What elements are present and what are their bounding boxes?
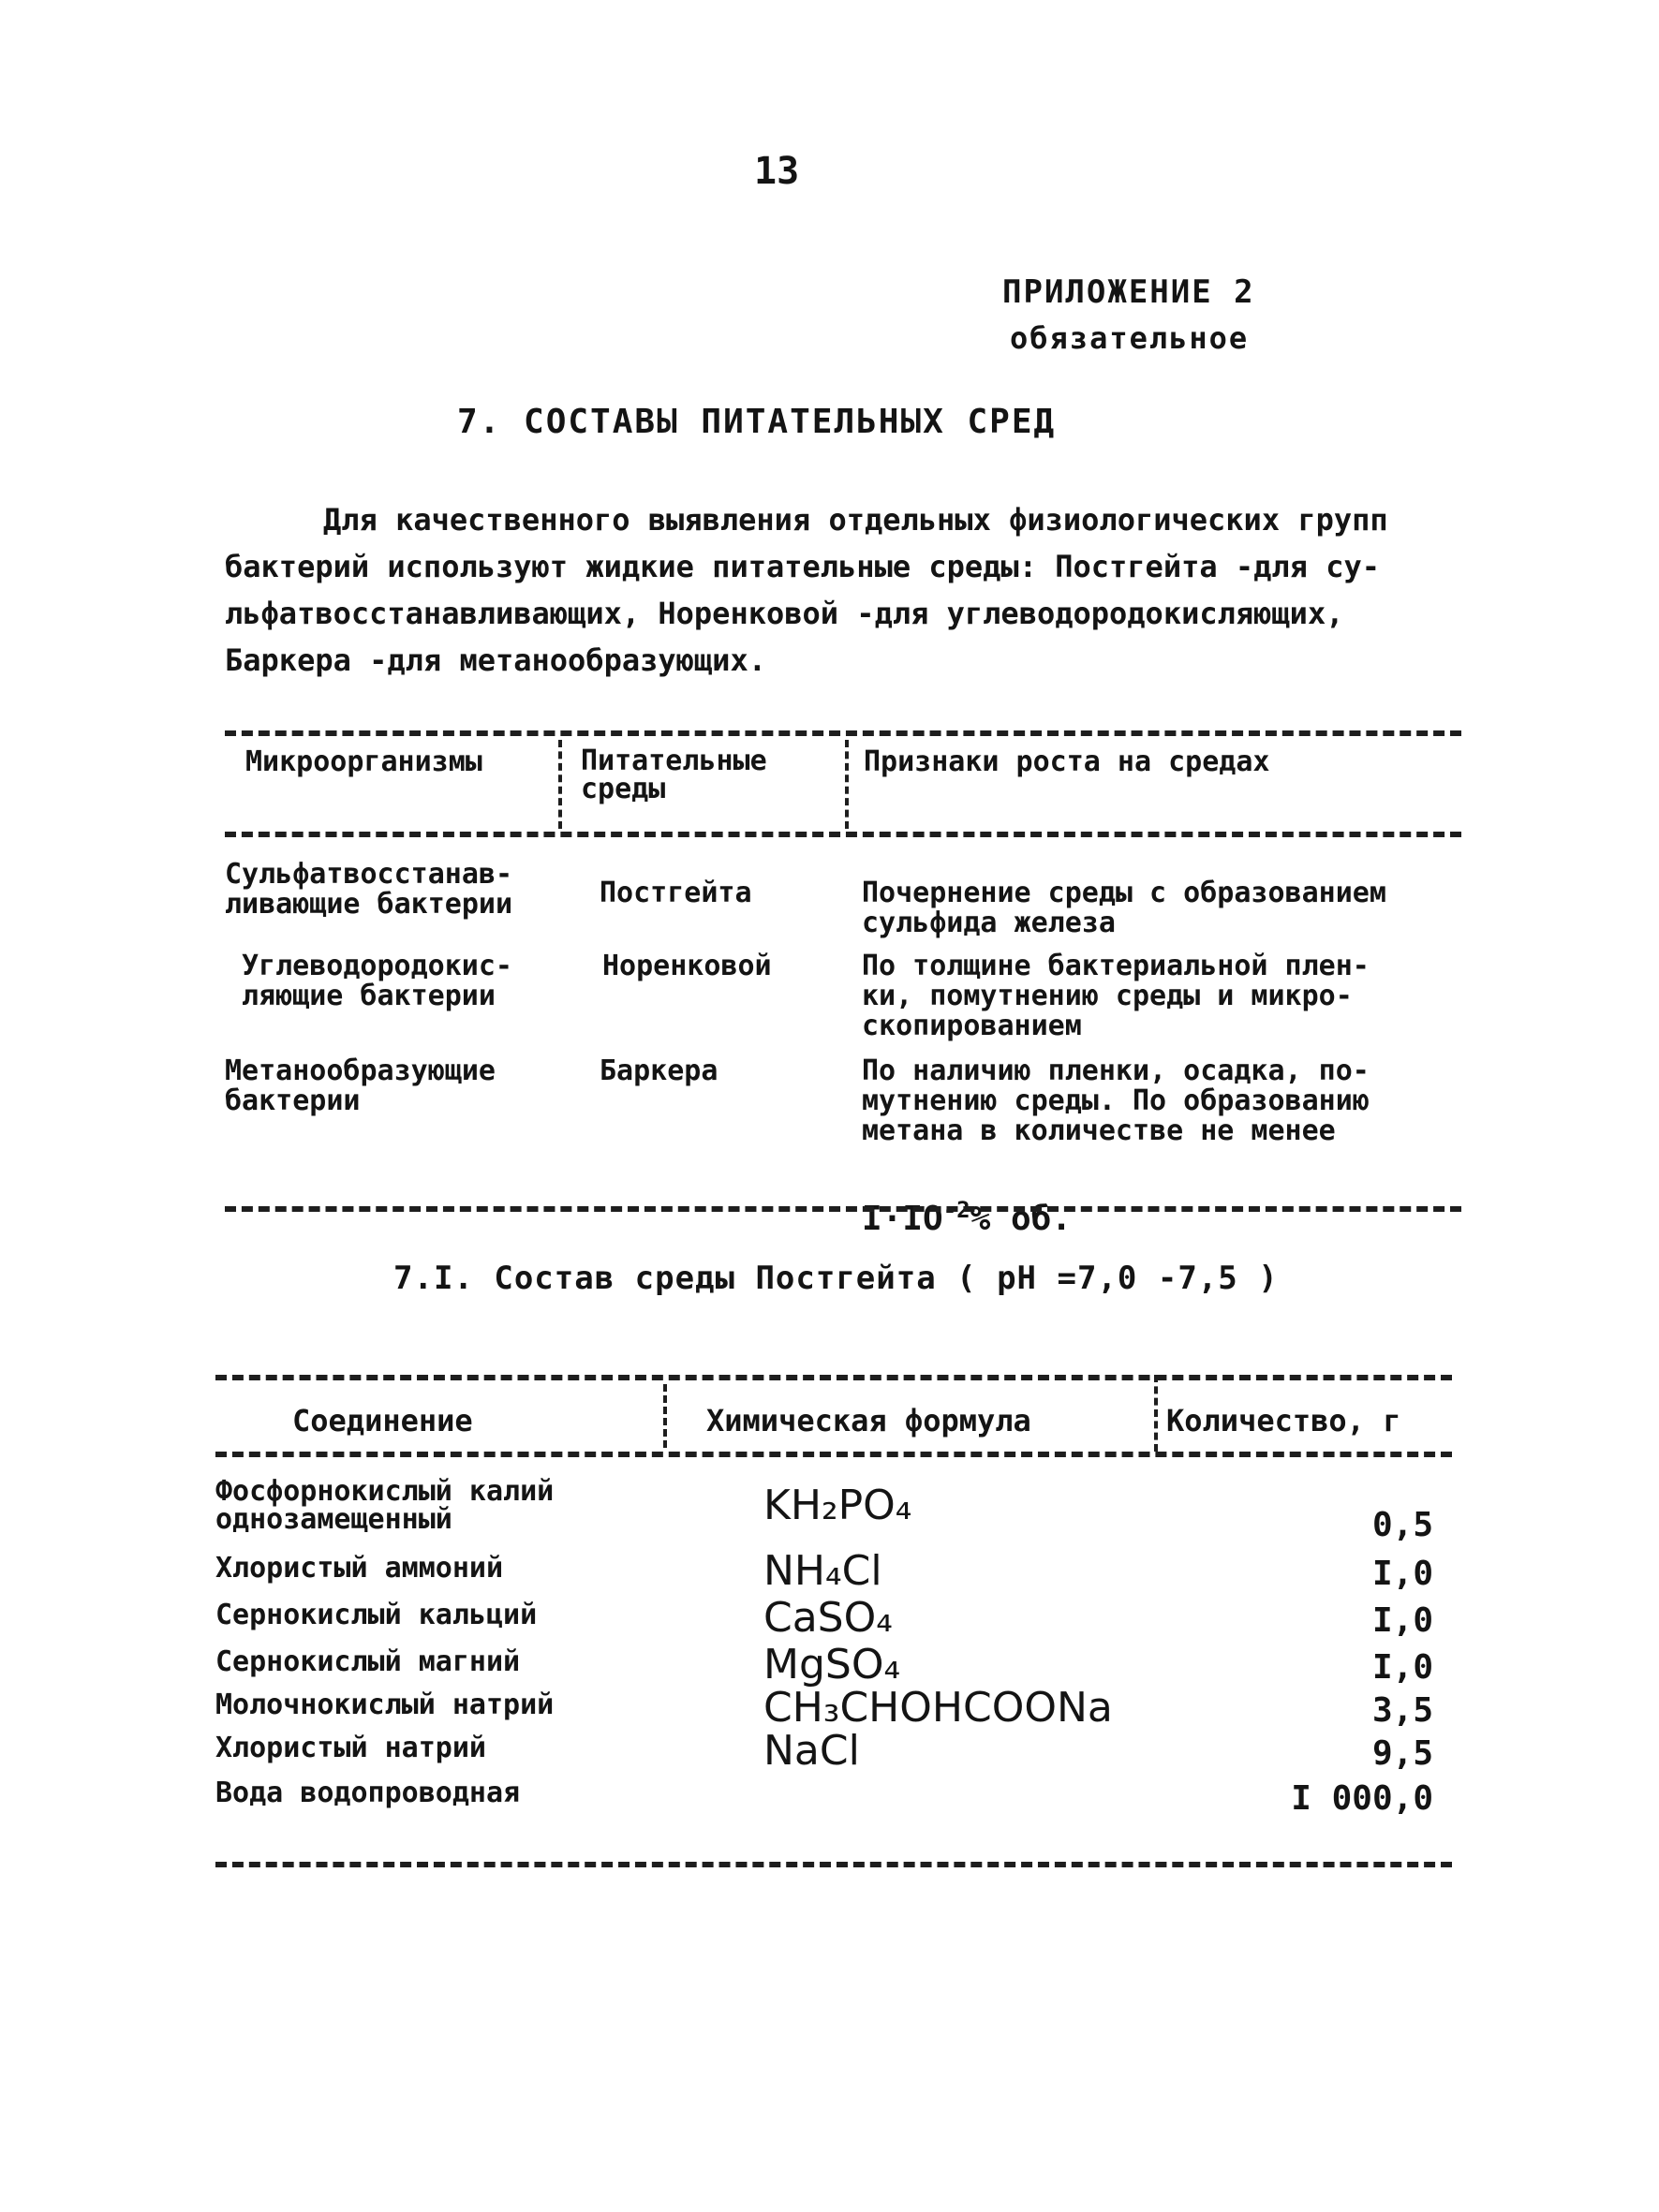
table2-header-quantity: Количество, г xyxy=(1166,1403,1401,1438)
intro-paragraph xyxy=(225,496,1480,684)
table1-row3-medium: Баркера xyxy=(600,1054,718,1087)
table2-row xyxy=(215,1475,1433,1544)
appendix-subtitle: обязательное xyxy=(1010,320,1250,356)
table1-row2-medium: Норенковой xyxy=(602,950,772,982)
page-number: 13 xyxy=(754,150,800,193)
compound-formula: KH₂PO₄ xyxy=(763,1482,912,1529)
table1-row2-organism: Углеводородокис- ляющие бактерии xyxy=(242,950,512,1012)
table2-col-divider xyxy=(663,1384,667,1448)
compound-formula: CH₃CHOHCOONa xyxy=(763,1684,1113,1732)
compound-quantity: I,0 xyxy=(1371,1555,1433,1593)
table1-bottom-rule xyxy=(225,1206,1461,1212)
table1-header-rule xyxy=(225,832,1461,837)
intro-line: Для качественного выявления отдельных физиологических групп xyxy=(323,502,1388,538)
compound-formula: NaCl xyxy=(763,1727,860,1775)
compound-quantity: 3,5 xyxy=(1371,1691,1433,1730)
table2-col-divider xyxy=(1154,1375,1158,1452)
table2-row xyxy=(215,1547,1433,1600)
table2-row xyxy=(215,1594,1433,1646)
compound-name: Сернокислый магний xyxy=(215,1645,521,1678)
compound-quantity: I,0 xyxy=(1371,1601,1433,1640)
table2-header-rule xyxy=(215,1452,1452,1457)
concentration-exponent: -2 xyxy=(942,1197,970,1223)
table1-header-organisms: Микроорганизмы xyxy=(245,745,482,778)
compound-quantity: 9,5 xyxy=(1371,1734,1433,1773)
concentration-unit: % об. xyxy=(970,1200,1072,1238)
compound-formula: NH₄Cl xyxy=(763,1547,882,1595)
table2-row xyxy=(215,1779,1433,1824)
compound-name: Вода водопроводная xyxy=(215,1777,521,1809)
compound-name: Сернокислый кальций xyxy=(215,1599,538,1631)
intro-line: льфатвосстанавливающих, Норенковой -для углеводородокисляющих, xyxy=(225,596,1344,631)
compound-name: Хлористый аммоний xyxy=(215,1552,504,1585)
table1-top-rule xyxy=(225,730,1461,736)
compound-quantity: I,0 xyxy=(1371,1648,1433,1687)
table1-col-divider xyxy=(845,740,849,829)
table1-col-divider xyxy=(558,740,562,829)
compound-name: Фосфорнокислый калий однозамещенный xyxy=(215,1475,555,1536)
compound-quantity: I 000,0 xyxy=(1291,1779,1433,1818)
section-title: 7. СОСТАВЫ ПИТАТЕЛЬНЫХ СРЕД xyxy=(457,403,1057,441)
compound-formula: CaSO₄ xyxy=(763,1594,893,1642)
intro-line: бактерий используют жидкие питательные среды: Постгейта -для су- xyxy=(225,549,1380,584)
table1-row1-medium: Постгейта xyxy=(600,877,752,909)
intro-line: Баркера -для метанообразующих. xyxy=(225,642,766,678)
compound-quantity: 0,5 xyxy=(1371,1506,1433,1544)
table2-bottom-rule xyxy=(215,1862,1452,1867)
table1-row1-organism: Сульфатвосстанав- ливающие бактерии xyxy=(225,858,513,921)
table1-row1-growth: Почернение среды с образованием сульфида железа xyxy=(862,877,1386,939)
subsection-title: 7.I. Состав среды Постгейта ( рН =7,0 -7,5 ) xyxy=(393,1260,1279,1297)
table2-header-formula: Химическая формула xyxy=(706,1403,1031,1438)
table2-top-rule xyxy=(215,1375,1452,1380)
table1-row3-concentration xyxy=(862,1154,1072,1238)
compound-name: Хлористый натрий xyxy=(215,1732,486,1764)
concentration-base: I·IO xyxy=(862,1200,943,1238)
appendix-title: ПРИЛОЖЕНИЕ 2 xyxy=(1002,273,1255,311)
table1-row3-growth: По наличию пленки, осадка, по- мутнению среды. По образованию метана в количестве не менее xyxy=(862,1054,1370,1147)
table1-row3-organism: Метанообразующие бактерии xyxy=(225,1054,496,1117)
table1-row2-growth: По толщине бактериальной плен- ки, помутнению среды и микро- скопированием xyxy=(862,950,1370,1042)
table2-header-compound: Соединение xyxy=(292,1403,473,1438)
compound-name: Молочнокислый натрий xyxy=(215,1688,555,1721)
compound-formula: MgSO₄ xyxy=(763,1641,901,1688)
table2-row xyxy=(215,1727,1433,1779)
table1-header-media: Питательные среды xyxy=(581,745,767,805)
table1-header-growth: Признаки роста на средах xyxy=(864,745,1270,778)
